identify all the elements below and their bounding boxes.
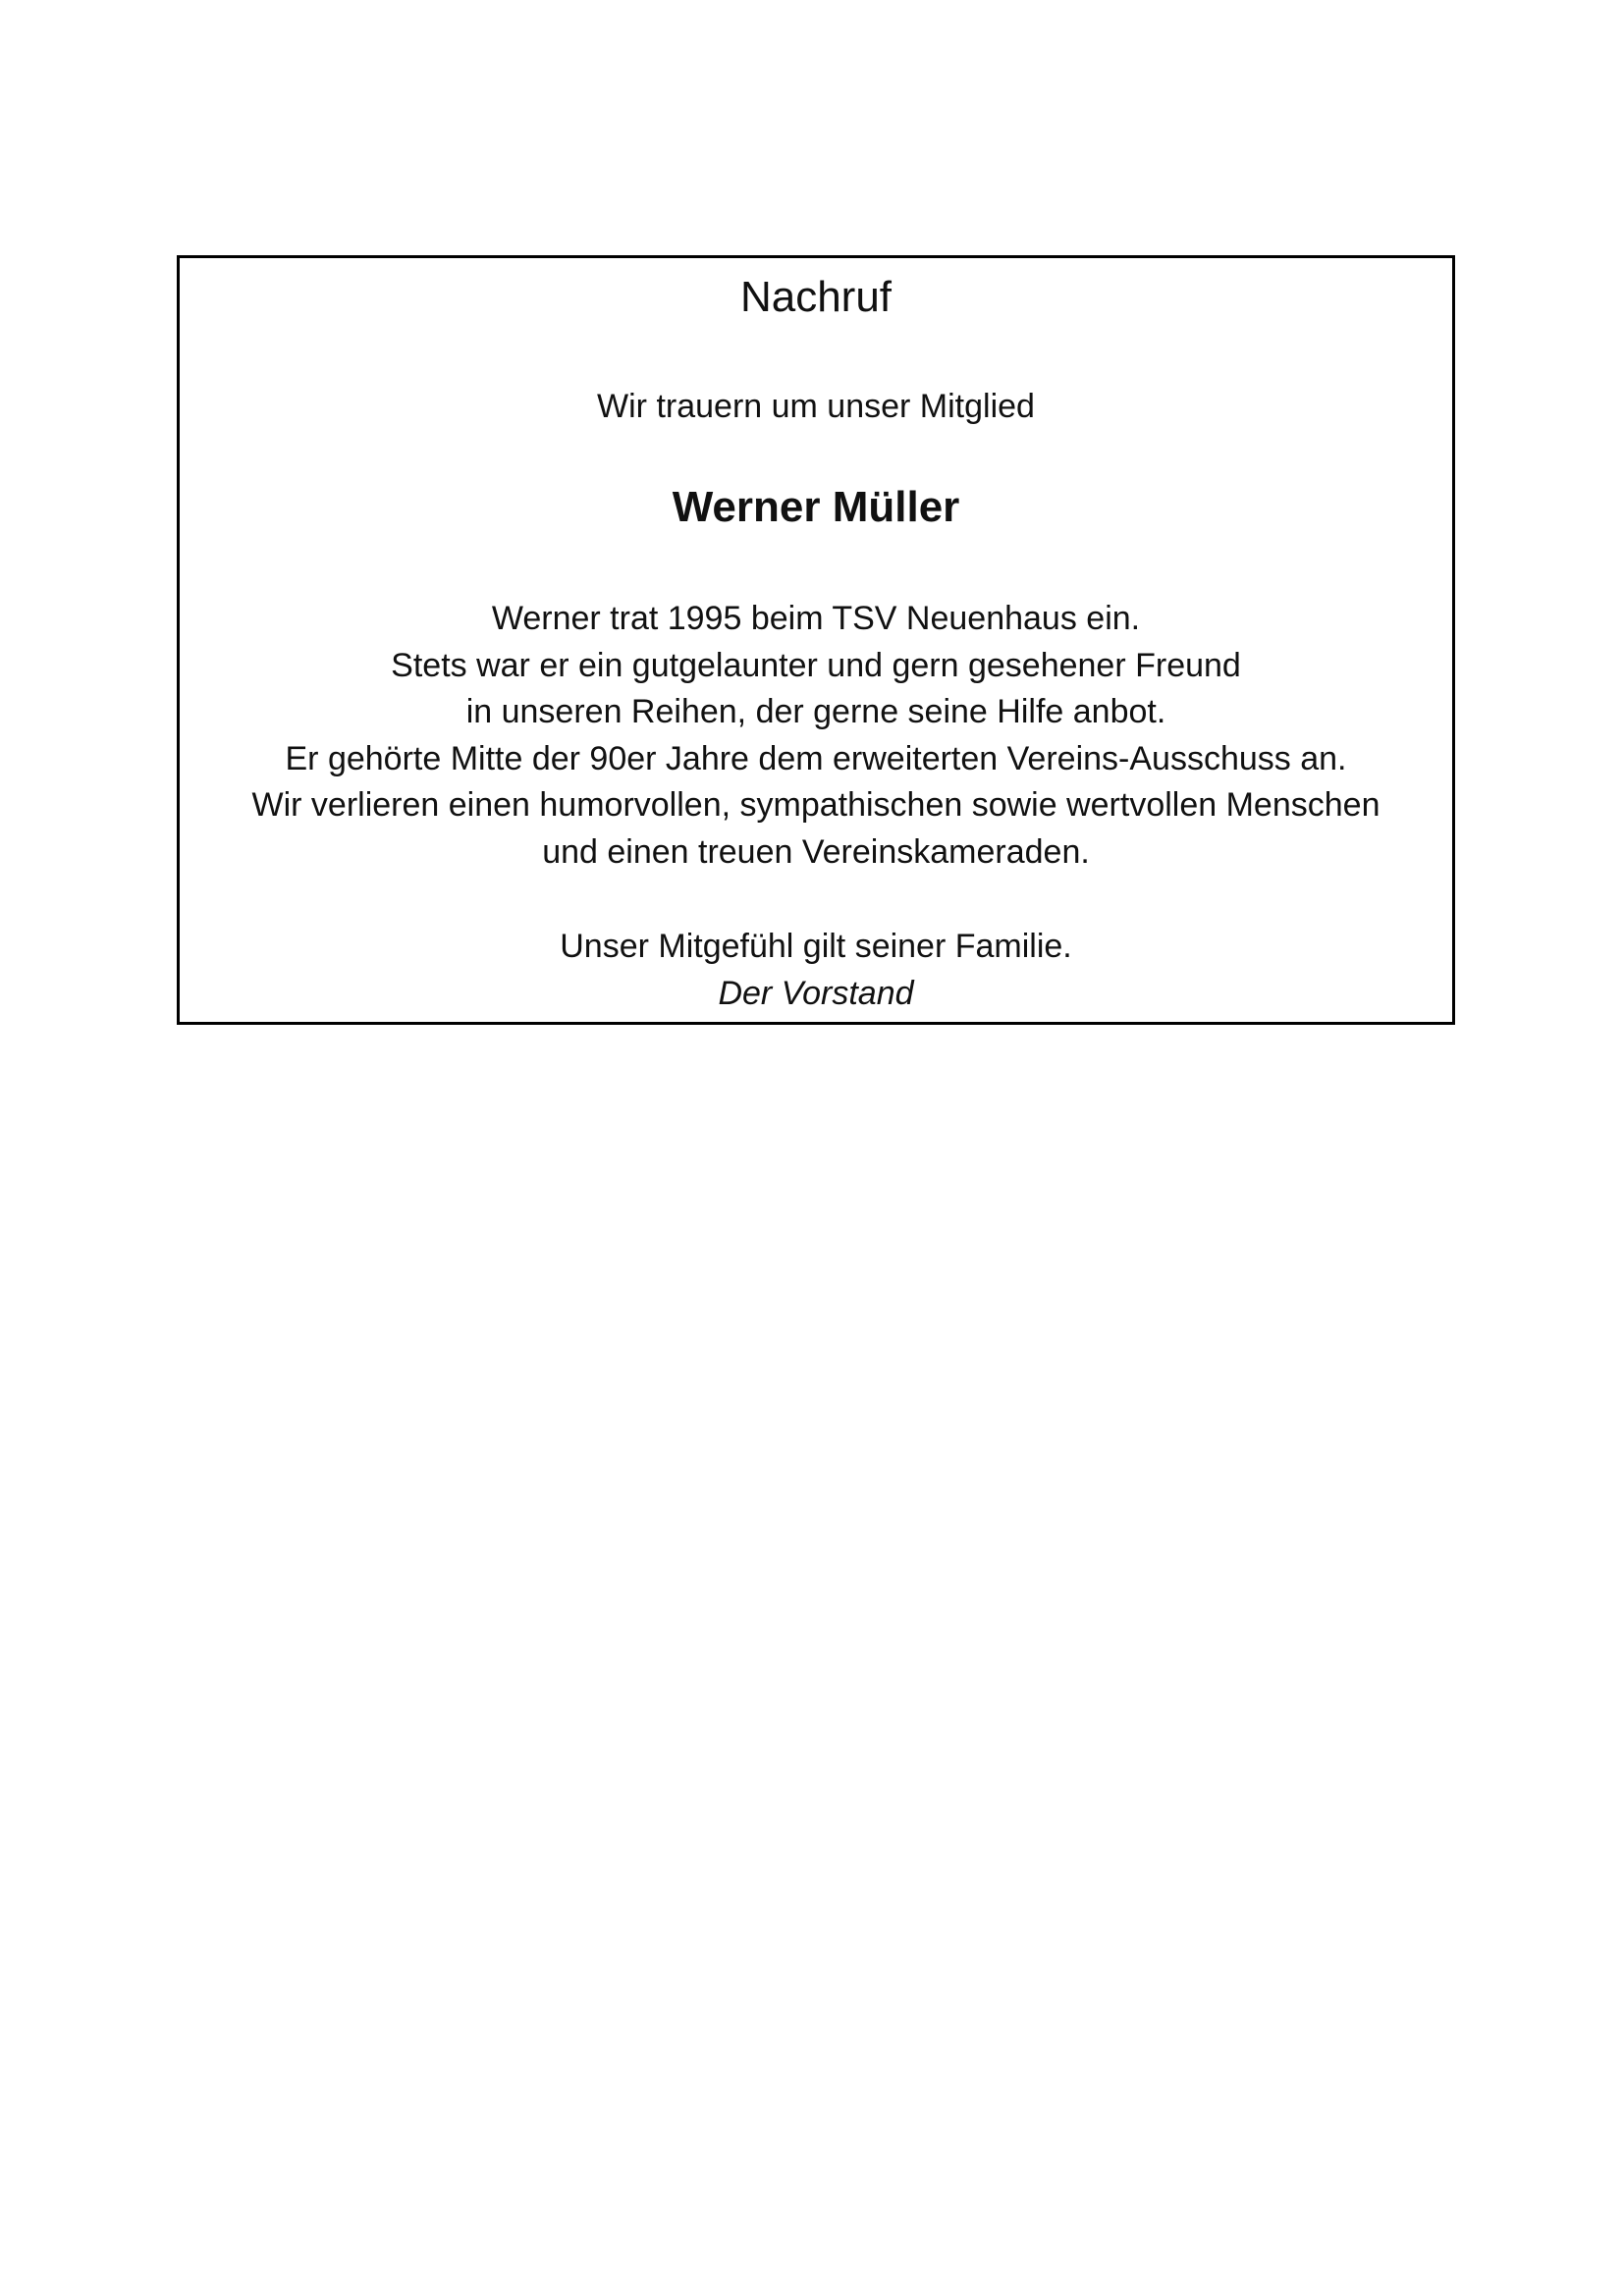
body-line: Er gehörte Mitte der 90er Jahre dem erweiterten Vereins-Ausschuss an. (285, 739, 1347, 777)
deceased-name: Werner Müller (672, 483, 960, 531)
obituary-notice-box (177, 255, 1455, 1025)
signature-text: Der Vorstand (718, 975, 914, 1012)
body-line: Werner trat 1995 beim TSV Neuenhaus ein. (491, 600, 1141, 637)
body-line: Wir verlieren einen humorvollen, sympathischen sowie wertvollen Menschen (251, 786, 1380, 824)
condolence-text: Unser Mitgefühl gilt seiner Familie. (560, 928, 1072, 965)
notice-intro: Wir trauern um unser Mitglied (597, 388, 1035, 425)
body-line: in unseren Reihen, der gerne seine Hilfe anbot. (465, 693, 1166, 730)
body-line: und einen treuen Vereinskameraden. (542, 832, 1090, 871)
body-line: Stets war er ein gutgelaunter und gern gesehener Freund (391, 646, 1241, 684)
notice-body (180, 596, 1452, 876)
notice-heading: Nachruf (739, 273, 893, 321)
